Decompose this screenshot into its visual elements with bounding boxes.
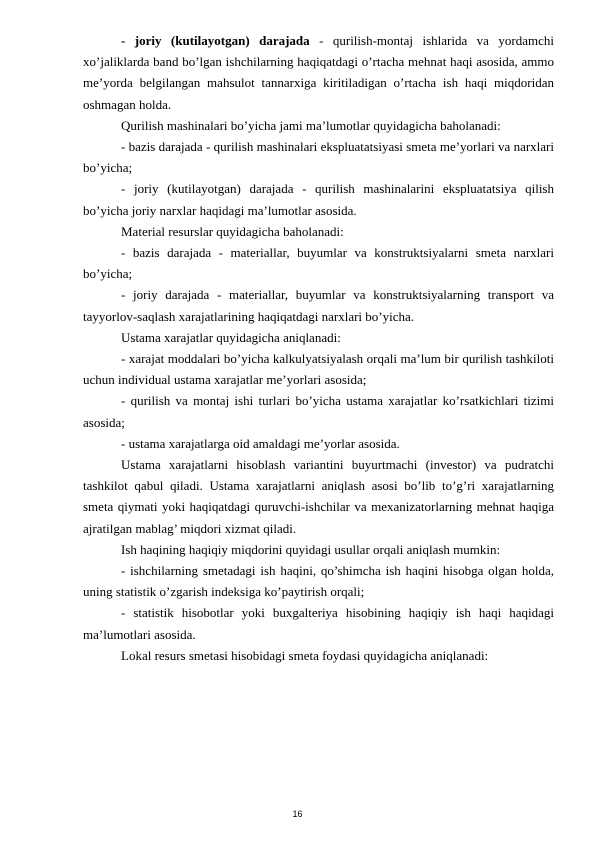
paragraph-13: Ish haqining haqiqiy miqdorini quyidagi usullar orqali aniqlash mumkin: — [121, 541, 501, 557]
paragraph-14: - ishchilarning smetadagi ish haqini, qo’shimcha ish haqini hisobga olgan holda, uning statistik o’zgarish indeksiga ko’paytirish orqali; — [83, 563, 554, 600]
paragraph-4: - joriy (kutilayotgan) darajada - qurilish mashinalarini ekspluatatsiya qilish bo’yicha joriy narxlar haqidagi ma’lumotlar asosida. — [83, 181, 554, 218]
paragraph-11: - ustama xarajatlarga oid amaldagi me’yorlar asosida. — [121, 435, 400, 451]
paragraph-7: - joriy darajada - materiallar, buyumlar va konstruktsiyalarning transport va tayyorlov-saqlash xarajatlarining haqiqatdagi narxlari bo’yicha. — [83, 287, 554, 324]
paragraph-9: - xarajat moddalari bo’yicha kalkulyatsiyalash orqali ma’lum bir qurilish tashkiloti uchun individual ustama xarajatlar me’yorlari asosida; — [83, 351, 554, 388]
paragraph-1-bold-lead: - joriy (kutilayotgan) darajada — [121, 33, 310, 48]
paragraph-16: Lokal resurs smetasi hisobidagi smeta foydasi quyidagicha aniqlanadi: — [121, 647, 489, 663]
paragraph-3: - bazis darajada - qurilish mashinalari ekspluatatsiyasi smeta me’yorlari va narxlari bo’yicha; — [83, 139, 554, 176]
paragraph-1 — [83, 30, 554, 115]
paragraph-5: Material resurslar quyidagicha baholanadi: — [121, 223, 344, 239]
paragraph-10: - qurilish va montaj ishi turlari bo’yicha ustama xarajatlar ko’rsatkichlari tizimi asosida; — [83, 393, 554, 430]
body-text — [83, 30, 554, 666]
paragraph-6: - bazis darajada - materiallar, buyumlar va konstruktsiyalarni smeta narxlari bo’yicha; — [83, 245, 554, 282]
paragraph-1-text: - qurilish-montaj ishlarida va yordamchi xo’jaliklarda band bo’lgan ishchilarning haqiqatdagi o’rtacha mehnat haqi asosida, ammo me’yorda belgilangan mahsulot tannarxiga kiritiladigan o’rtacha ish haqi miqdoridan oshmagan holda. — [83, 33, 554, 112]
page-number: 16 — [292, 809, 303, 819]
paragraph-8: Ustama xarajatlar quyidagicha aniqlanadi: — [121, 329, 341, 345]
paragraph-2: Qurilish mashinalari bo’yicha jami ma’lumotlar quyidagicha baholanadi: — [121, 117, 501, 133]
paragraph-15: - statistik hisobotlar yoki buxgalteriya hisobining haqiqiy ish haqi haqidagi ma’lumotlari asosida. — [83, 605, 554, 642]
paragraph-12: Ustama xarajatlarni hisoblash variantini buyurtmachi (investor) va pudratchi tashkilot qabul qiladi. Ustama xarajatlarni aniqlash asosi bo’lib to’g’ri xarajatlarning smeta qiymati yoki haqiqatdagi quruvchi-ishchilar va mexanizatorlarning mehnat haqiga ajratilgan mablag’ miqdori xizmat qiladi. — [83, 457, 554, 536]
